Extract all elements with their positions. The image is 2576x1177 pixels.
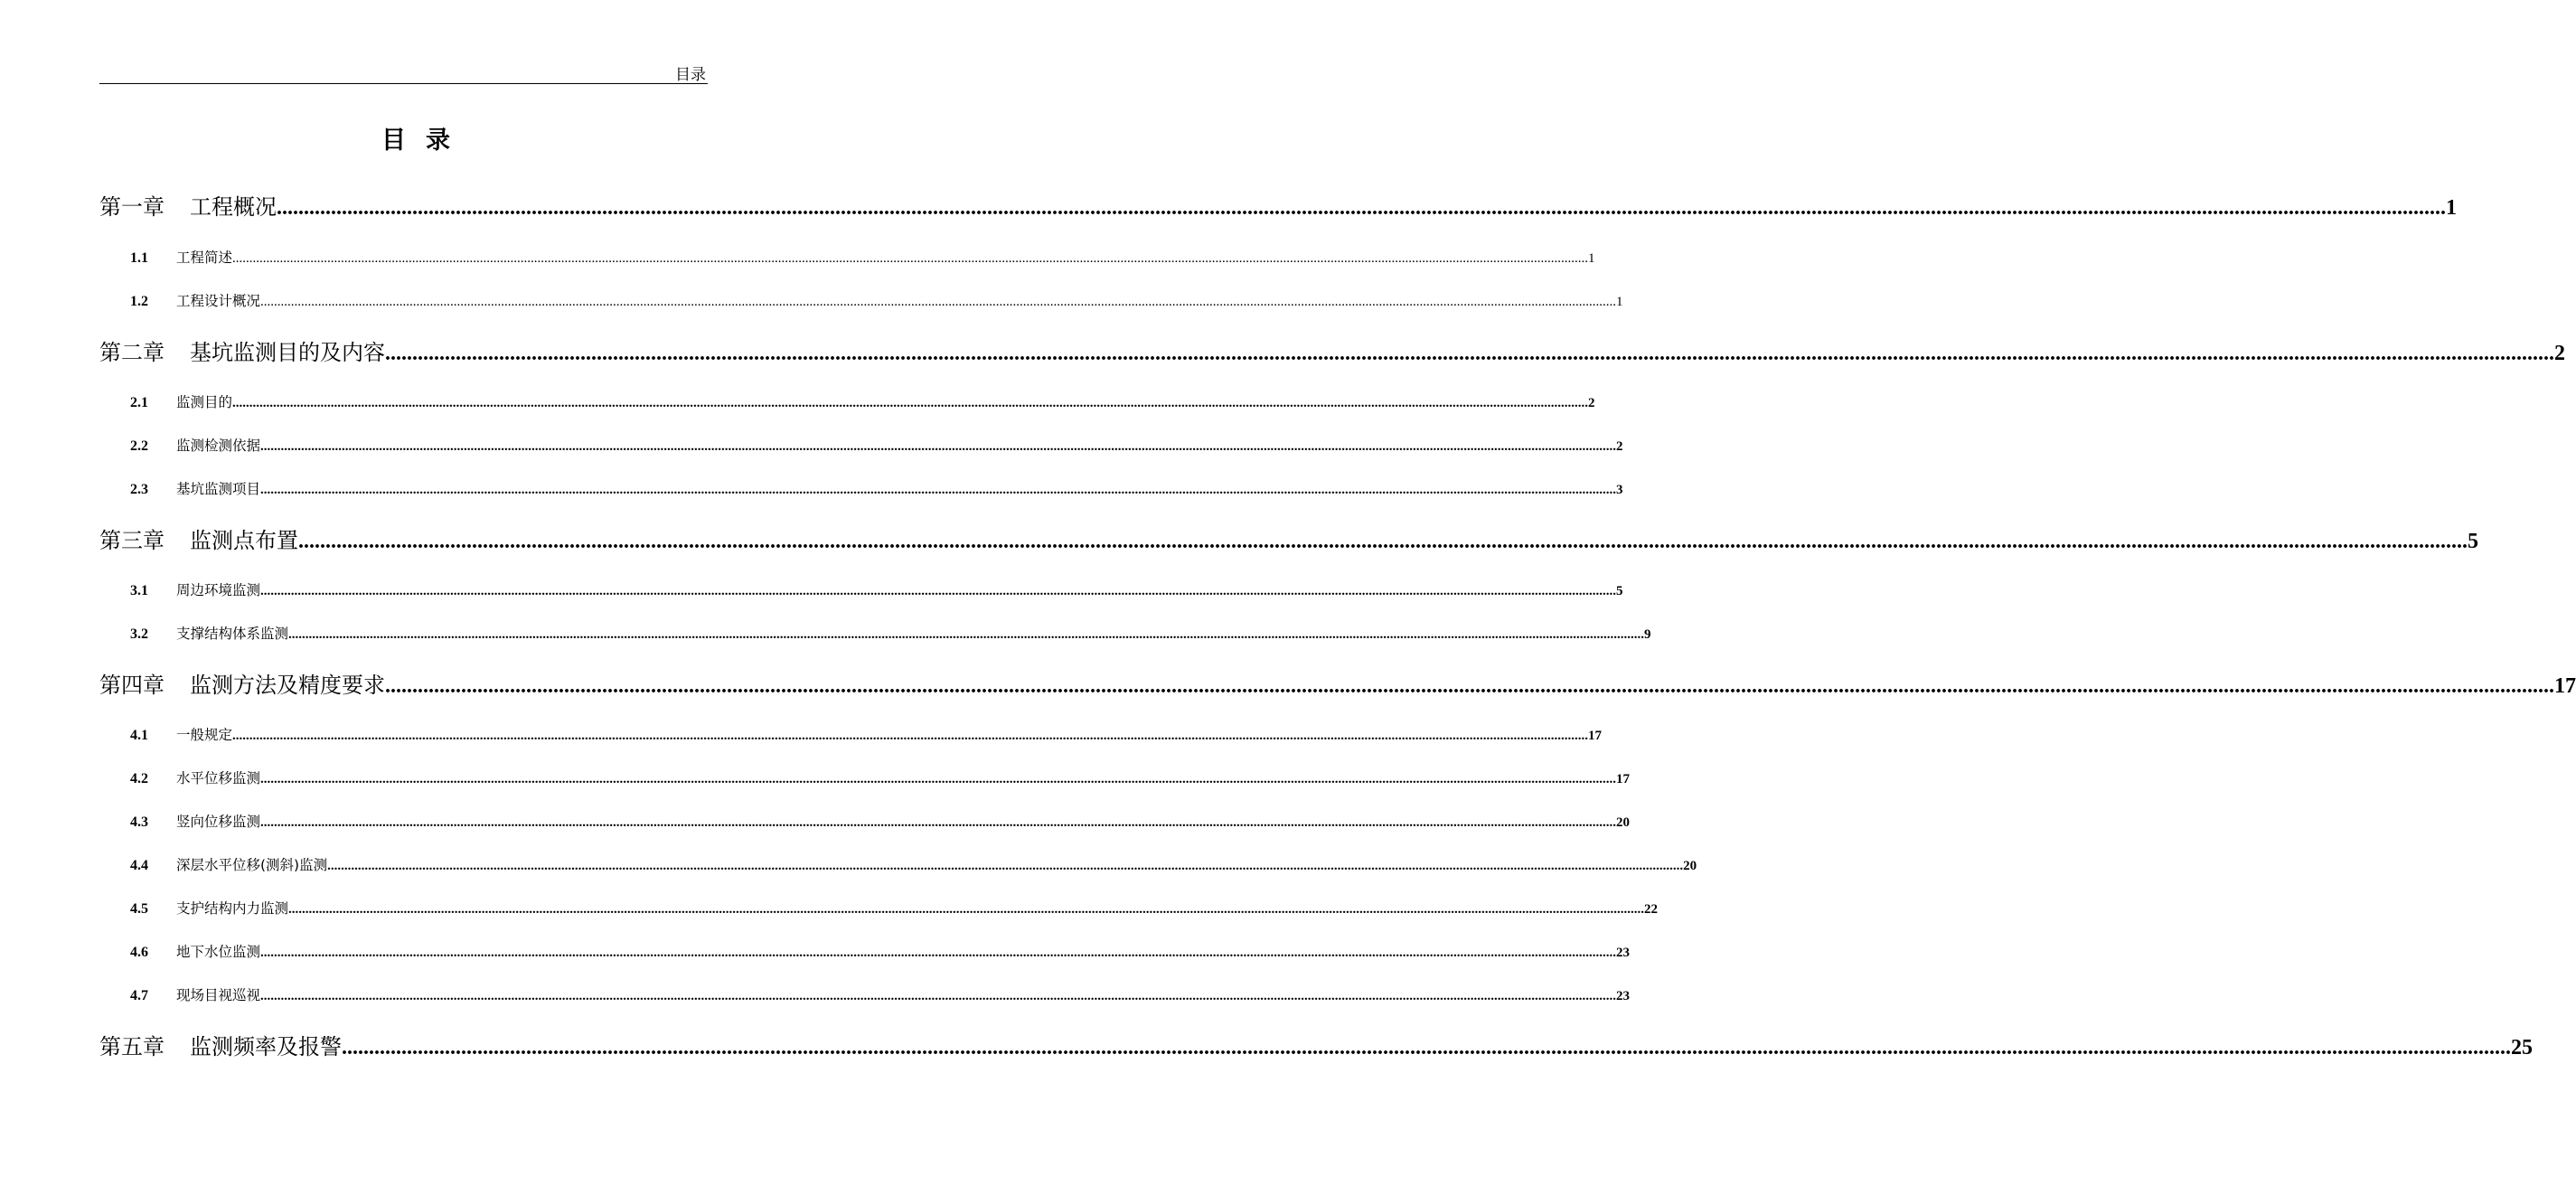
- toc-entry-title: 周边环境监测: [176, 582, 261, 598]
- toc-entry-title: 现场目视巡视: [176, 987, 261, 1003]
- toc-entry-number: 第五章: [99, 1034, 165, 1059]
- page-header: [99, 56, 708, 84]
- toc-entry-number: 第二章: [99, 340, 165, 365]
- toc-page-number: 17: [1616, 772, 1631, 786]
- toc-entry-title: 竖向位移监测: [176, 814, 261, 830]
- toc-leader-dots: ................................................................................................................................................................................................................................................................................................................................................................................................................: [342, 1036, 2511, 1059]
- toc-entry-number: 1.1: [130, 250, 148, 266]
- toc-leader-dots: ................................................................................................................................................................................................................................................................................................................................................................................................................: [385, 342, 2554, 365]
- toc-entry-label: [99, 767, 260, 787]
- toc-entry-label: [99, 667, 385, 699]
- toc-entry-number: 4.2: [130, 771, 148, 786]
- toc-section-entry[interactable]: [99, 245, 1595, 267]
- toc-entry-label: [99, 898, 288, 918]
- toc-leader-dots: ................................................................................................................................................................................................................................................................................................................................................................................................................: [327, 859, 1684, 873]
- toc-page-number: 5: [2468, 530, 2478, 553]
- page-title: 目录: [381, 127, 470, 155]
- toc-entry-title: 支撑结构体系监测: [176, 626, 289, 642]
- toc-entry-number: 4.3: [130, 814, 148, 830]
- toc-leader-dots: ................................................................................................................................................................................................................................................................................................................................................................................................................: [277, 196, 2446, 220]
- toc-page-number: 1: [1588, 251, 1595, 266]
- toc-entry-title: 监测目的: [176, 394, 233, 410]
- toc-chapter-entry[interactable]: [99, 190, 2457, 221]
- toc-entry-title: 一般规定: [176, 727, 233, 743]
- toc-entry-number: 4.6: [130, 945, 148, 960]
- toc-leader-dots: ................................................................................................................................................................................................................................................................................................................................................................................................................: [260, 483, 1617, 497]
- toc-page-number: 1: [1616, 295, 1623, 309]
- toc-entry-label: [99, 854, 327, 874]
- toc-entry-title: 监测检测依据: [176, 438, 261, 454]
- toc-entry-number: 4.1: [130, 728, 148, 743]
- toc-entry-label: [99, 334, 385, 366]
- header-text: 目录: [675, 66, 706, 84]
- toc-entry-title: 监测点布置: [190, 528, 298, 553]
- toc-chapter-entry[interactable]: [99, 1030, 2533, 1060]
- toc-entry-label: [99, 478, 260, 498]
- toc-leader-dots: ................................................................................................................................................................................................................................................................................................................................................................................................................: [385, 674, 2554, 698]
- toc-entry-label: [99, 623, 288, 643]
- toc-leader-dots: ................................................................................................................................................................................................................................................................................................................................................................................................................: [232, 251, 1589, 266]
- toc-entry-title: 水平位移监测: [176, 770, 261, 786]
- toc-entry-label: [99, 1029, 342, 1060]
- toc-section-entry[interactable]: [99, 766, 1631, 787]
- toc-entry-number: 3.1: [130, 583, 148, 598]
- toc-section-entry[interactable]: [99, 722, 1603, 744]
- toc-leader-dots: ................................................................................................................................................................................................................................................................................................................................................................................................................: [298, 530, 2468, 553]
- toc-section-entry[interactable]: [99, 288, 1623, 310]
- toc-page-number: 20: [1616, 815, 1631, 830]
- toc-section-entry[interactable]: [99, 621, 1651, 643]
- toc-entry-number: 2.1: [130, 395, 148, 410]
- toc-leader-dots: ................................................................................................................................................................................................................................................................................................................................................................................................................: [260, 295, 1617, 309]
- toc-leader-dots: ................................................................................................................................................................................................................................................................................................................................................................................................................: [260, 946, 1617, 960]
- toc-leader-dots: ................................................................................................................................................................................................................................................................................................................................................................................................................: [288, 627, 1645, 642]
- toc-chapter-entry[interactable]: [99, 523, 2478, 554]
- toc-chapter-entry[interactable]: [99, 668, 2576, 699]
- toc-entry-title: 工程设计概况: [176, 293, 261, 309]
- toc-page-number: 2: [1616, 439, 1623, 454]
- toc-section-entry[interactable]: [99, 896, 1659, 918]
- toc-section-entry[interactable]: [99, 476, 1623, 498]
- toc-leader-dots: ................................................................................................................................................................................................................................................................................................................................................................................................................: [232, 396, 1589, 410]
- toc-entry-label: [99, 189, 277, 221]
- toc-page-number: 20: [1683, 859, 1697, 873]
- toc-entry-number: 4.5: [130, 901, 148, 917]
- toc-entry-title: 基坑监测目的及内容: [190, 340, 385, 365]
- toc-section-entry[interactable]: [99, 983, 1631, 1004]
- toc-entry-label: [99, 523, 298, 554]
- toc-leader-dots: ................................................................................................................................................................................................................................................................................................................................................................................................................: [260, 439, 1617, 454]
- toc-entry-number: 第一章: [99, 194, 165, 220]
- toc-entry-title: 监测频率及报警: [190, 1034, 342, 1059]
- toc-page-number: 22: [1644, 902, 1659, 917]
- toc-entry-label: [99, 941, 260, 961]
- toc-page-number: 2: [1588, 396, 1595, 410]
- toc-page-number: 5: [1616, 584, 1623, 598]
- toc-leader-dots: ................................................................................................................................................................................................................................................................................................................................................................................................................: [288, 902, 1645, 917]
- toc-page-number: 3: [1616, 483, 1623, 497]
- toc-page-number: 1: [2446, 196, 2457, 220]
- toc-entry-number: 3.2: [130, 626, 148, 642]
- toc-entry-label: [99, 984, 260, 1004]
- toc-entry-title: 工程概况: [190, 194, 277, 220]
- toc-entry-label: [99, 247, 232, 267]
- toc-leader-dots: ................................................................................................................................................................................................................................................................................................................................................................................................................: [260, 584, 1617, 598]
- toc-page-number: 23: [1616, 946, 1631, 960]
- toc-entry-title: 监测方法及精度要求: [190, 673, 385, 698]
- toc-section-entry[interactable]: [99, 852, 1697, 874]
- toc-entry-number: 2.3: [130, 482, 148, 497]
- toc-entry-number: 4.4: [130, 858, 148, 873]
- toc-entry-label: [99, 391, 232, 411]
- toc-section-entry[interactable]: [99, 809, 1631, 831]
- toc-entry-number: 第四章: [99, 673, 165, 698]
- toc-entry-title: 工程简述: [176, 250, 233, 266]
- toc-leader-dots: ................................................................................................................................................................................................................................................................................................................................................................................................................: [260, 815, 1617, 830]
- toc-entry-number: 第三章: [99, 528, 165, 553]
- toc-page-number: 9: [1644, 627, 1651, 642]
- toc-section-entry[interactable]: [99, 390, 1595, 411]
- toc-page-number: 17: [2554, 674, 2576, 698]
- toc-leader-dots: ................................................................................................................................................................................................................................................................................................................................................................................................................: [232, 729, 1589, 743]
- toc-section-entry[interactable]: [99, 433, 1623, 455]
- toc-leader-dots: ................................................................................................................................................................................................................................................................................................................................................................................................................: [260, 772, 1617, 786]
- toc-page-number: 25: [2511, 1036, 2533, 1059]
- toc-page-number: 17: [1588, 729, 1603, 743]
- toc-entry-label: [99, 724, 232, 744]
- toc-entry-label: [99, 579, 260, 599]
- toc-entry-number: 4.7: [130, 988, 148, 1003]
- toc-entry-title: 深层水平位移(测斜)监测: [176, 857, 328, 873]
- toc-entry-label: [99, 435, 260, 455]
- toc-entry-number: 1.2: [130, 294, 148, 309]
- toc-entry-title: 支护结构内力监测: [176, 900, 289, 917]
- toc-entry-title: 地下水位监测: [176, 944, 261, 960]
- toc-entry-number: 2.2: [130, 438, 148, 454]
- toc-section-entry[interactable]: [99, 939, 1631, 961]
- toc-entry-title: 基坑监测项目: [176, 481, 261, 497]
- toc-chapter-entry[interactable]: [99, 335, 2565, 366]
- toc-leader-dots: ................................................................................................................................................................................................................................................................................................................................................................................................................: [260, 989, 1617, 1003]
- toc-entry-label: [99, 290, 260, 310]
- toc-section-entry[interactable]: [99, 578, 1623, 599]
- toc-entry-label: [99, 811, 260, 831]
- toc-page-number: 23: [1616, 989, 1631, 1003]
- toc-page-number: 2: [2554, 342, 2565, 365]
